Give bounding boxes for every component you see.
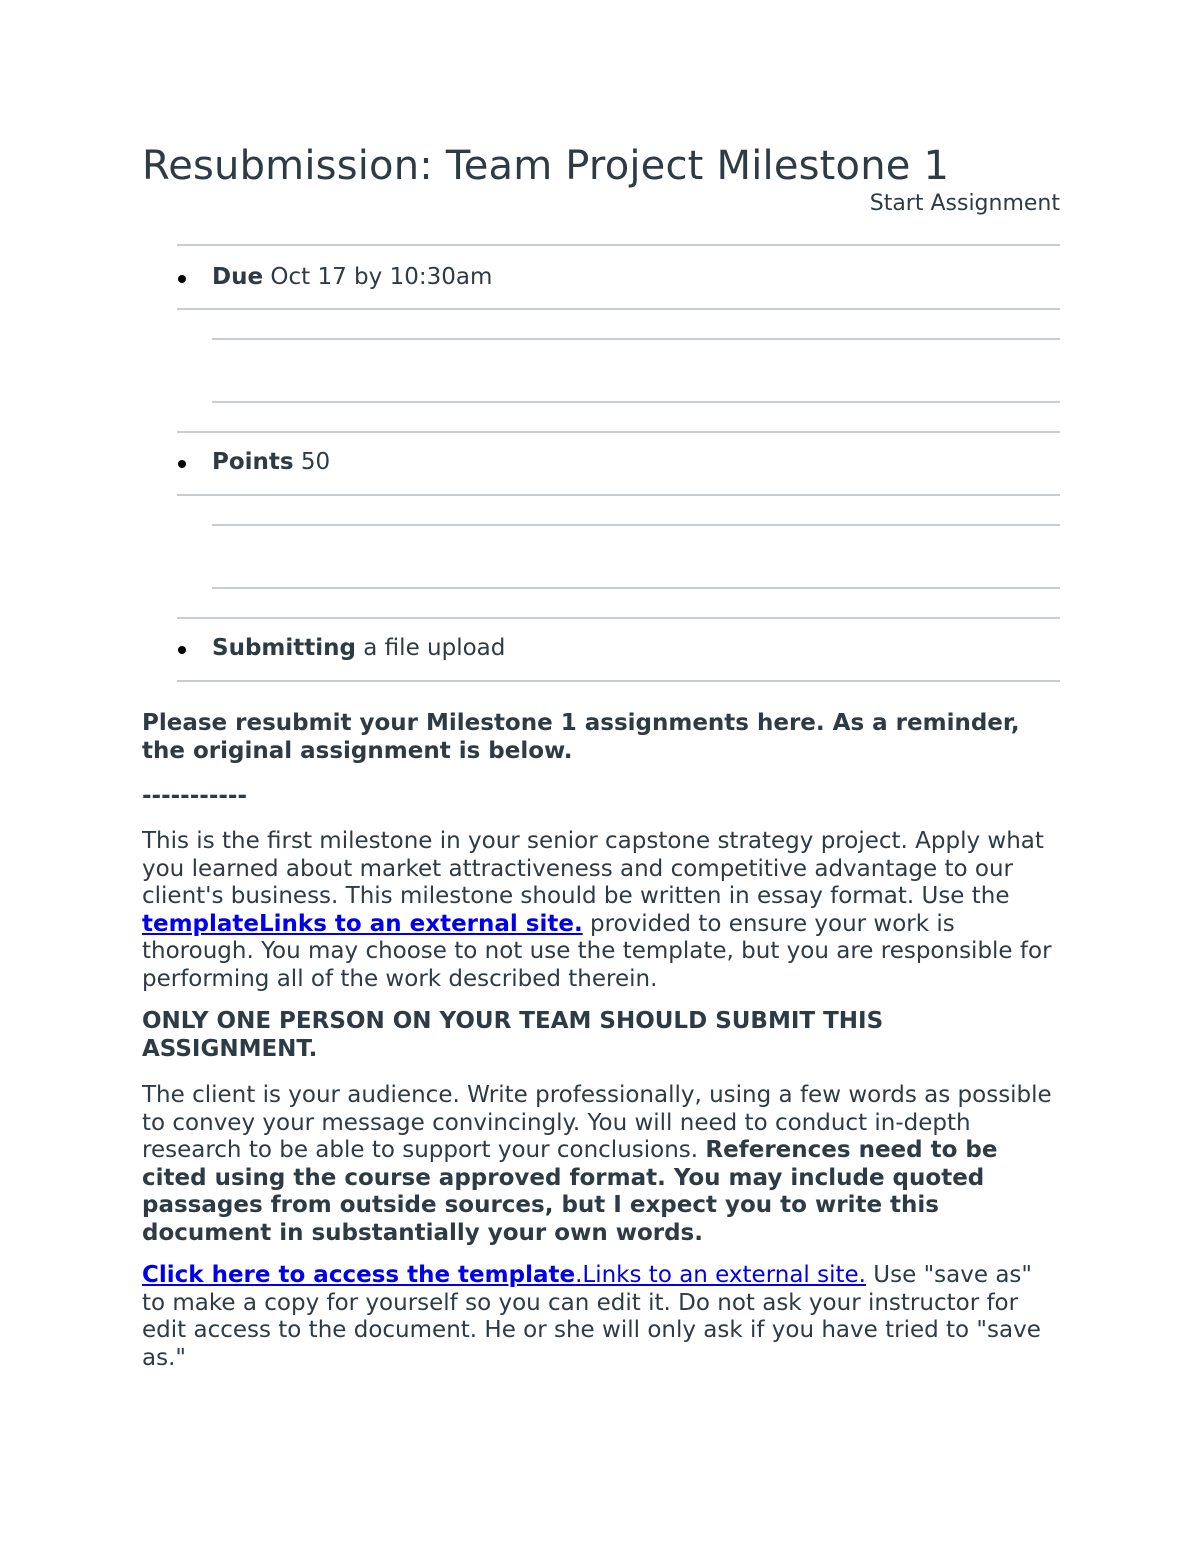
points-value: 50 bbox=[300, 449, 331, 475]
bullet-icon bbox=[178, 460, 186, 468]
intro-paragraph bbox=[142, 710, 1060, 765]
references-text: References need to be cited using the course approved format. You may include quoted passages from outside sources, but I expect you to write this document in substantially your own words. bbox=[142, 1137, 998, 1246]
submitting-item bbox=[212, 635, 505, 661]
due-value: Oct 17 by 10:30am bbox=[270, 264, 493, 290]
template-paragraph bbox=[142, 1262, 1060, 1372]
bullet-icon bbox=[178, 275, 186, 283]
submitting-label: Submitting bbox=[212, 635, 356, 661]
description-paragraph bbox=[142, 828, 1060, 993]
access-template-link-label: Click here to access the template bbox=[142, 1262, 576, 1288]
points-item bbox=[212, 449, 330, 475]
divider bbox=[177, 494, 1060, 496]
notice-text: ONLY ONE PERSON ON YOUR TEAM SHOULD SUBMIT THIS ASSIGNMENT. bbox=[142, 1008, 884, 1062]
divider bbox=[212, 401, 1060, 403]
separator: ----------- bbox=[142, 783, 248, 809]
divider bbox=[212, 524, 1060, 526]
submitting-value: a file upload bbox=[363, 635, 506, 661]
divider bbox=[177, 431, 1060, 433]
divider bbox=[212, 587, 1060, 589]
description-text-2: provided to ensure your work is thorough. You may choose to not use the template, but you are responsible for performing all of the work described therein. bbox=[142, 910, 1052, 992]
audience-text: The client is your audience. Write professionally, using a few words as possible to convey your message convincingly. You will need to conduct in-depth research to be able to support your conclusions. bbox=[142, 1082, 1052, 1163]
access-template-link[interactable] bbox=[142, 1262, 866, 1288]
template-instructions: Use "save as" to make a copy for yourself so you can edit it. Do not ask your instructor for edit access to the document. He or she will only ask if you have tried to "save as." bbox=[142, 1262, 1041, 1371]
audience-paragraph bbox=[142, 1082, 1060, 1247]
divider bbox=[177, 244, 1060, 246]
external-site-link-label: .Links to an external site. bbox=[575, 1262, 866, 1288]
intro-text: Please resubmit your Milestone 1 assignments here. As a reminder, the original assignment is below. bbox=[142, 710, 1020, 764]
template-link[interactable]: templateLinks to an external site. bbox=[142, 910, 583, 937]
divider bbox=[212, 338, 1060, 340]
divider bbox=[177, 617, 1060, 619]
due-item bbox=[212, 264, 492, 290]
divider bbox=[177, 308, 1060, 310]
points-label: Points bbox=[212, 449, 294, 475]
description-text-1: This is the first milestone in your senior capstone strategy project. Apply what you learned about market attractiveness and competitive advantage to our client's business. This milestone should be written in essay format. Use the bbox=[142, 828, 1044, 909]
due-label: Due bbox=[212, 264, 264, 290]
divider bbox=[177, 680, 1060, 682]
start-assignment-button[interactable]: Start Assignment bbox=[869, 191, 1060, 216]
bullet-icon bbox=[178, 646, 186, 654]
notice-paragraph bbox=[142, 1008, 1060, 1063]
separator-paragraph bbox=[142, 783, 1060, 811]
page-title: Resubmission: Team Project Milestone 1 bbox=[142, 143, 950, 189]
